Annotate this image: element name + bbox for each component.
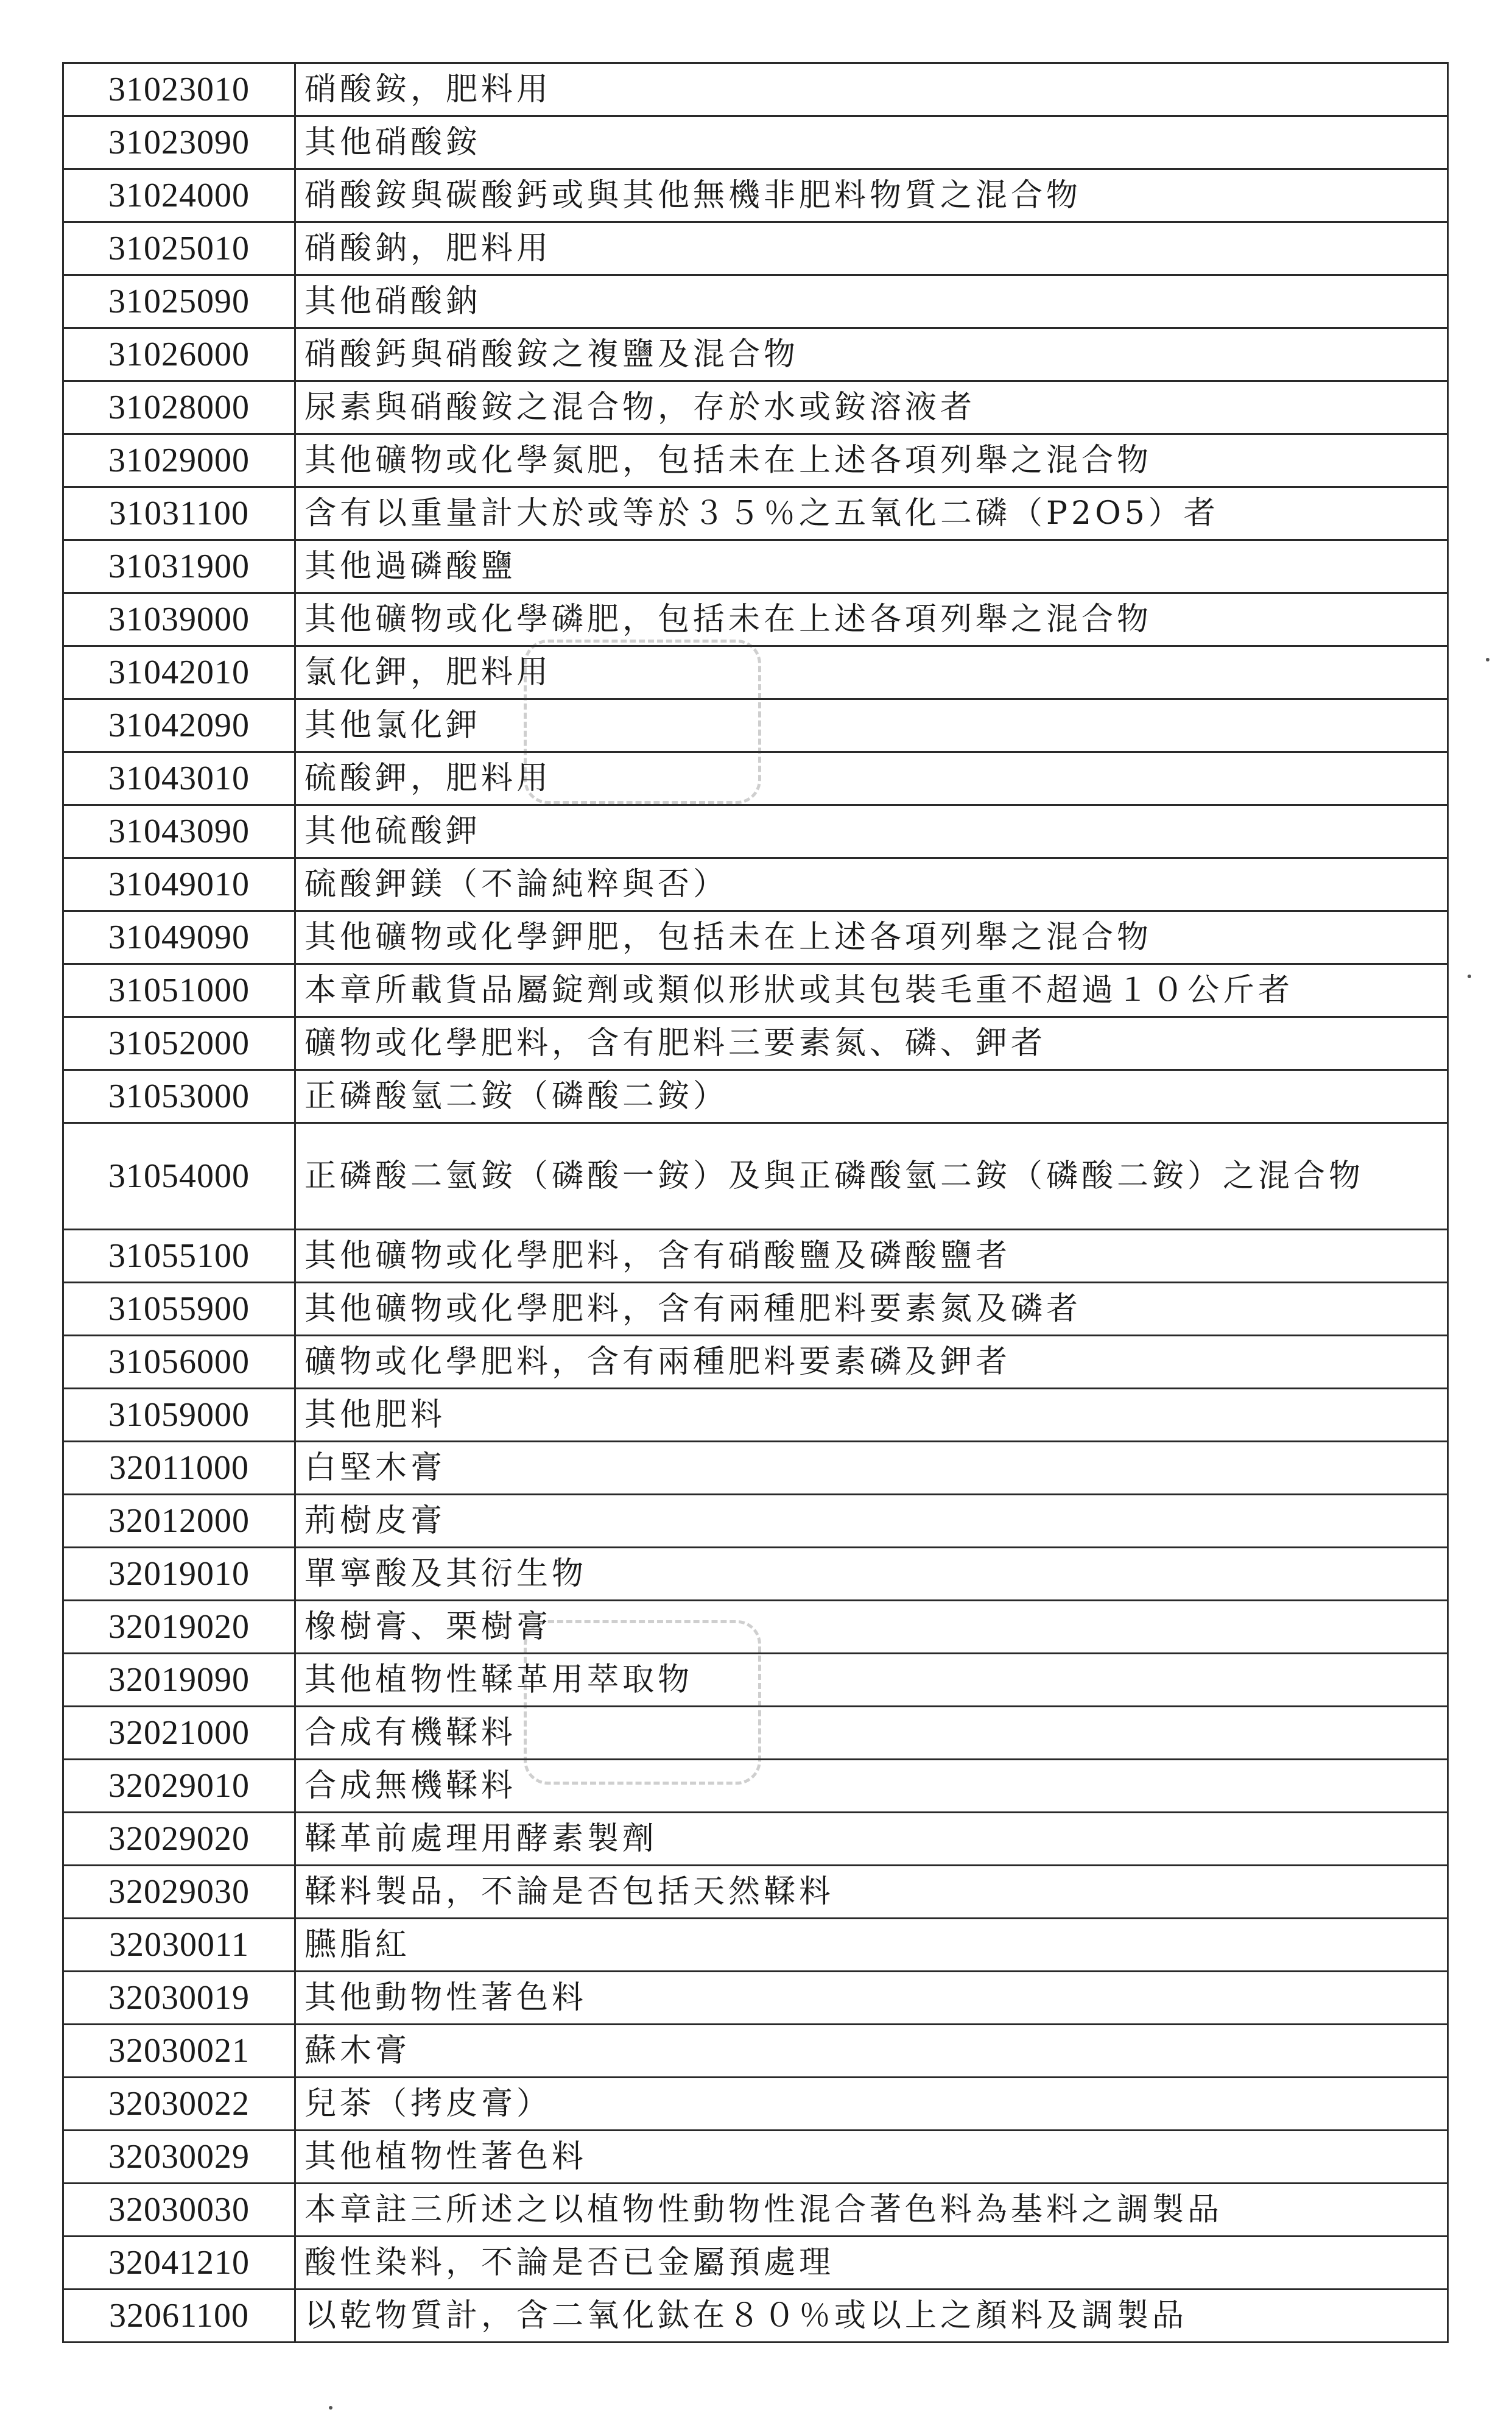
tariff-code-cell: 31055100 [63,1230,295,1283]
description-cell: 其他礦物或化學磷肥，包括未在上述各項列舉之混合物 [295,593,1448,646]
description-cell: 其他礦物或化學肥料，含有兩種肥料要素氮及磷者 [295,1283,1448,1336]
table-row [63,1495,1448,1548]
table-row [63,1070,1448,1123]
table-row [63,1283,1448,1336]
tariff-code-cell: 32041210 [63,2237,295,2290]
table-row [63,434,1448,487]
scan-speck [1468,975,1471,978]
tariff-code-cell: 31031900 [63,540,295,593]
table-row [63,222,1448,275]
description-cell: 兒茶（拷皮膏） [295,2078,1448,2131]
tariff-code-cell: 31039000 [63,593,295,646]
table-row [63,328,1448,381]
description-cell: 其他礦物或化學氮肥，包括未在上述各項列舉之混合物 [295,434,1448,487]
table-row [63,2290,1448,2343]
table-row [63,63,1448,116]
table-row [63,1389,1448,1442]
tariff-code-cell: 32061100 [63,2290,295,2343]
table-row [63,805,1448,858]
table-row [63,381,1448,434]
table-row [63,275,1448,328]
tariff-code-cell: 32030019 [63,1972,295,2025]
description-cell: 尿素與硝酸銨之混合物，存於水或銨溶液者 [295,381,1448,434]
table-row [63,487,1448,540]
tariff-code-cell: 31053000 [63,1070,295,1123]
table-row [63,1919,1448,1972]
tariff-code-cell: 32030029 [63,2131,295,2184]
tariff-code-cell: 31026000 [63,328,295,381]
tariff-code-cell: 31031100 [63,487,295,540]
description-cell: 其他硝酸鈉 [295,275,1448,328]
description-cell: 硫酸鉀鎂（不論純粹與否） [295,858,1448,911]
description-cell: 單寧酸及其衍生物 [295,1548,1448,1601]
description-cell: 酸性染料，不論是否已金屬預處理 [295,2237,1448,2290]
description-cell: 其他硝酸銨 [295,116,1448,169]
description-cell: 氯化鉀，肥料用 [295,646,1448,699]
table-row [63,116,1448,169]
description-cell: 荊樹皮膏 [295,1495,1448,1548]
description-cell: 硫酸鉀，肥料用 [295,752,1448,805]
stamp-mark [524,640,761,804]
description-cell: 礦物或化學肥料，含有肥料三要素氮、磷、鉀者 [295,1017,1448,1070]
tariff-code-table [62,62,1449,2343]
tariff-code-cell: 32019010 [63,1548,295,1601]
description-cell: 其他過磷酸鹽 [295,540,1448,593]
description-cell: 其他肥料 [295,1389,1448,1442]
table-row [63,593,1448,646]
description-cell: 合成有機鞣料 [295,1707,1448,1760]
tariff-code-cell: 31055900 [63,1283,295,1336]
tariff-code-cell: 31024000 [63,169,295,222]
description-cell: 其他硫酸鉀 [295,805,1448,858]
description-cell: 正磷酸氫二銨（磷酸二銨） [295,1070,1448,1123]
description-cell: 本章所載貨品屬錠劑或類似形狀或其包裝毛重不超過１０公斤者 [295,964,1448,1017]
tariff-code-cell: 31042090 [63,699,295,752]
tariff-code-cell: 32012000 [63,1495,295,1548]
tariff-code-cell: 31051000 [63,964,295,1017]
table-row [63,169,1448,222]
tariff-code-cell: 32019090 [63,1654,295,1707]
description-cell: 本章註三所述之以植物性動物性混合著色料為基料之調製品 [295,2184,1448,2237]
description-cell: 其他礦物或化學肥料，含有硝酸鹽及磷酸鹽者 [295,1230,1448,1283]
tariff-code-cell: 32029030 [63,1866,295,1919]
description-cell: 其他動物性著色料 [295,1972,1448,2025]
tariff-code-cell: 31043010 [63,752,295,805]
table-row [63,1336,1448,1389]
tariff-code-cell: 31049010 [63,858,295,911]
tariff-code-cell: 32030021 [63,2025,295,2078]
table-row [63,858,1448,911]
tariff-code-cell: 31023090 [63,116,295,169]
description-cell: 合成無機鞣料 [295,1760,1448,1813]
description-cell: 硝酸鈣與硝酸銨之複鹽及混合物 [295,328,1448,381]
table-row [63,1017,1448,1070]
tariff-code-cell: 32029020 [63,1813,295,1866]
tariff-code-cell: 32030030 [63,2184,295,2237]
description-cell: 硝酸銨與碳酸鈣或與其他無機非肥料物質之混合物 [295,169,1448,222]
table-row [63,964,1448,1017]
table-row [63,540,1448,593]
tariff-code-cell: 31042010 [63,646,295,699]
tariff-code-cell: 31025010 [63,222,295,275]
tariff-code-cell: 31056000 [63,1336,295,1389]
table-row [63,1548,1448,1601]
description-cell: 其他植物性鞣革用萃取物 [295,1654,1448,1707]
table-row [63,2237,1448,2290]
table-row [63,2078,1448,2131]
table-row [63,1866,1448,1919]
description-cell: 以乾物質計，含二氧化鈦在８０％或以上之顏料及調製品 [295,2290,1448,2343]
table-row [63,2184,1448,2237]
tariff-code-cell: 31028000 [63,381,295,434]
description-cell: 正磷酸二氫銨（磷酸一銨）及與正磷酸氫二銨（磷酸二銨）之混合物 [295,1123,1448,1230]
table-row [63,1813,1448,1866]
table-row [63,1123,1448,1230]
tariff-code-cell: 32011000 [63,1442,295,1495]
description-cell: 鞣料製品，不論是否包括天然鞣料 [295,1866,1448,1919]
tariff-code-cell: 31052000 [63,1017,295,1070]
tariff-code-cell: 31043090 [63,805,295,858]
tariff-code-cell: 31025090 [63,275,295,328]
table-row [63,2025,1448,2078]
description-cell: 蘇木膏 [295,2025,1448,2078]
description-cell: 橡樹膏、栗樹膏 [295,1601,1448,1654]
tariff-code-cell: 32021000 [63,1707,295,1760]
tariff-code-cell: 31059000 [63,1389,295,1442]
description-cell: 鞣革前處理用酵素製劑 [295,1813,1448,1866]
description-cell: 其他植物性著色料 [295,2131,1448,2184]
description-cell: 硝酸鈉，肥料用 [295,222,1448,275]
description-cell: 含有以重量計大於或等於３５％之五氧化二磷（P2O5）者 [295,487,1448,540]
description-cell: 白堅木膏 [295,1442,1448,1495]
scan-speck [329,2406,332,2410]
tariff-code-cell: 32029010 [63,1760,295,1813]
table-row [63,1230,1448,1283]
stamp-mark [524,1620,761,1785]
tariff-code-cell: 32030011 [63,1919,295,1972]
tariff-code-cell: 31023010 [63,63,295,116]
description-cell: 臙脂紅 [295,1919,1448,1972]
tariff-code-cell: 31054000 [63,1123,295,1230]
description-cell: 其他氯化鉀 [295,699,1448,752]
description-cell: 礦物或化學肥料，含有兩種肥料要素磷及鉀者 [295,1336,1448,1389]
table-row [63,2131,1448,2184]
scan-speck [1486,658,1489,661]
description-cell: 其他礦物或化學鉀肥，包括未在上述各項列舉之混合物 [295,911,1448,964]
table-body [63,63,1448,2343]
tariff-code-cell: 31029000 [63,434,295,487]
table-row [63,1442,1448,1495]
tariff-code-cell: 32019020 [63,1601,295,1654]
table-row [63,1972,1448,2025]
description-cell: 硝酸銨，肥料用 [295,63,1448,116]
tariff-code-cell: 32030022 [63,2078,295,2131]
tariff-code-cell: 31049090 [63,911,295,964]
table-row [63,911,1448,964]
